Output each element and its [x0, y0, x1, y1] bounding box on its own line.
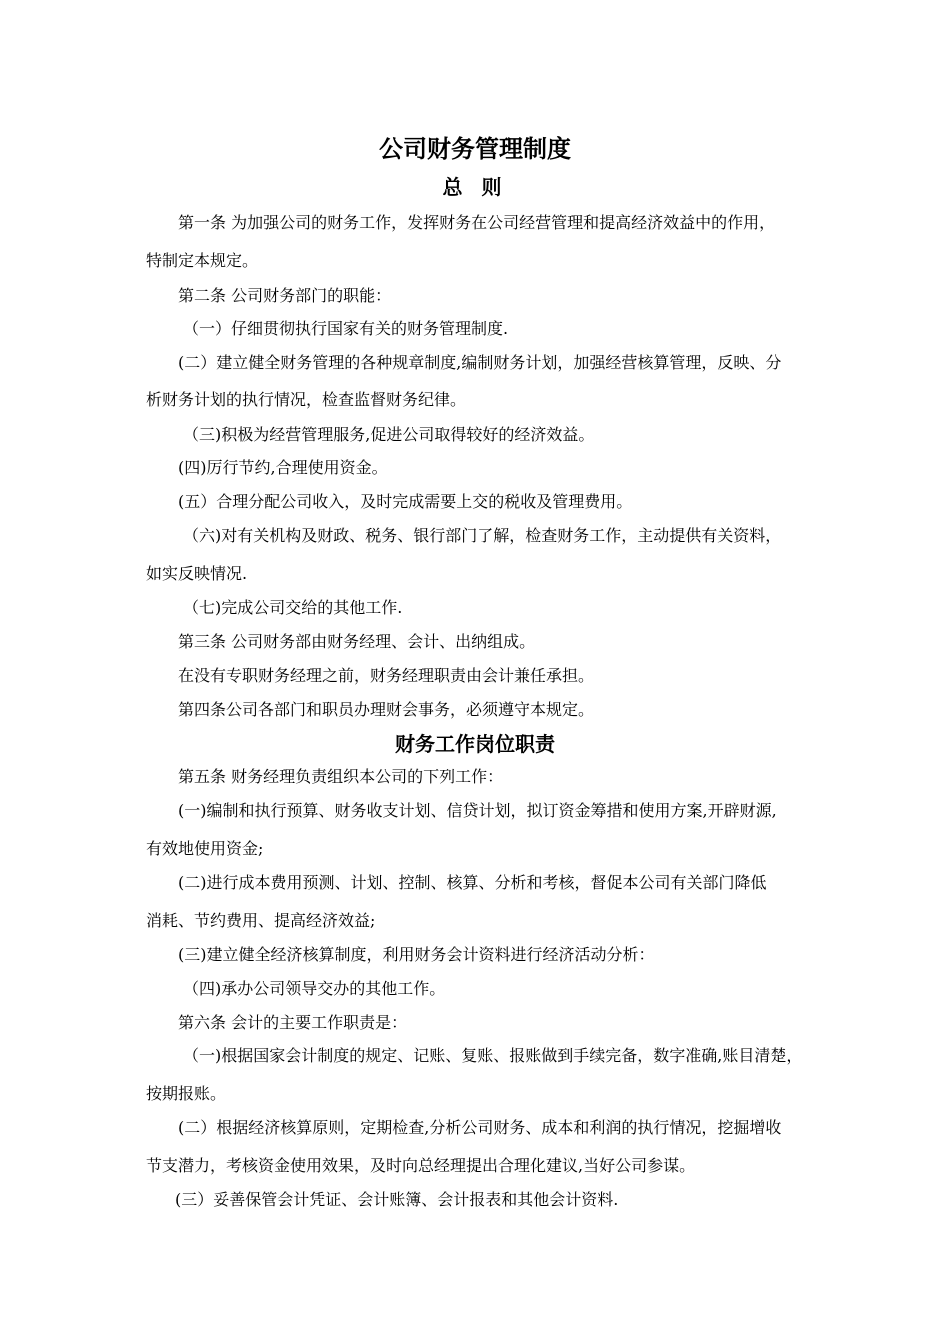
- paragraph-line: 节支潜力，考核资金使用效果，及时向总经理提出合理化建议,当好公司参谋。: [146, 1156, 696, 1175]
- paragraph-line: 如实反映情况.: [146, 564, 248, 583]
- paragraph-line: (二）建立健全财务管理的各种规章制度,编制财务计划，加强经营核算管理，反映、分: [178, 353, 782, 372]
- paragraph-line: 第六条 会计的主要工作职责是：: [178, 1013, 408, 1032]
- paragraph-line: (五）合理分配公司收入，及时完成需要上交的税收及管理费用。: [178, 492, 633, 511]
- paragraph-line: (三)建立健全经济核算制度，利用财务会计资料进行经济活动分析：: [178, 945, 655, 964]
- paragraph-line: 第四条公司各部门和职员办理财会事务，必须遵守本规定。: [178, 700, 595, 719]
- paragraph-line: 析财务计划的执行情况，检查监督财务纪律。: [146, 390, 467, 409]
- paragraph-line: （一)根据国家会计制度的规定、记账、复账、报账做到手续完备，数字准确,账目清楚，: [183, 1046, 803, 1065]
- paragraph-line: 第二条 公司财务部门的职能：: [178, 286, 392, 305]
- paragraph-line: (四)厉行节约,合理使用资金。: [178, 458, 388, 477]
- paragraph-line: 第五条 财务经理负责组织本公司的下列工作：: [178, 767, 504, 786]
- paragraph-line: 按期报账。: [146, 1084, 227, 1103]
- paragraph-line: (二）根据经济核算原则，定期检查,分析公司财务、成本和利润的执行情况，挖掘增收: [178, 1118, 782, 1137]
- document-title: 公司财务管理制度: [379, 135, 571, 163]
- paragraph-line: 消耗、节约费用、提高经济效益;: [146, 911, 376, 930]
- paragraph-line: （四)承办公司领导交办的其他工作。: [183, 979, 446, 998]
- paragraph-line: 有效地使用资金;: [146, 839, 264, 858]
- paragraph-line: 在没有专职财务经理之前，财务经理职责由会计兼任承担。: [178, 666, 595, 685]
- paragraph-line: （三)积极为经营管理服务,促进公司取得较好的经济效益。: [183, 425, 595, 444]
- paragraph-line: (二)进行成本费用预测、计划、控制、核算、分析和考核，督促本公司有关部门降低: [178, 873, 767, 892]
- paragraph-line: (一)编制和执行预算、财务收支计划、信贷计划，拟订资金筹措和使用方案,开辟财源,: [178, 801, 777, 820]
- paragraph-line: 特制定本规定。: [146, 251, 259, 270]
- paragraph-line: （七)完成公司交给的其他工作.: [183, 598, 403, 617]
- section-heading-duties: 财务工作岗位职责: [395, 732, 555, 756]
- paragraph-line: 第一条 为加强公司的财务工作，发挥财务在公司经营管理和提高经济效益中的作用，: [178, 213, 776, 232]
- paragraph-line: （一）仔细贯彻执行国家有关的财务管理制度.: [183, 319, 509, 338]
- paragraph-line: （六)对有关机构及财政、税务、银行部门了解，检查财务工作，主动提供有关资料，: [183, 526, 782, 545]
- paragraph-line: 第三条 公司财务部由财务经理、会计、出纳组成。: [178, 632, 536, 651]
- paragraph-line: (三）妥善保管会计凭证、会计账簿、会计报表和其他会计资料.: [175, 1190, 619, 1209]
- section-heading-general: 总 则: [442, 175, 508, 199]
